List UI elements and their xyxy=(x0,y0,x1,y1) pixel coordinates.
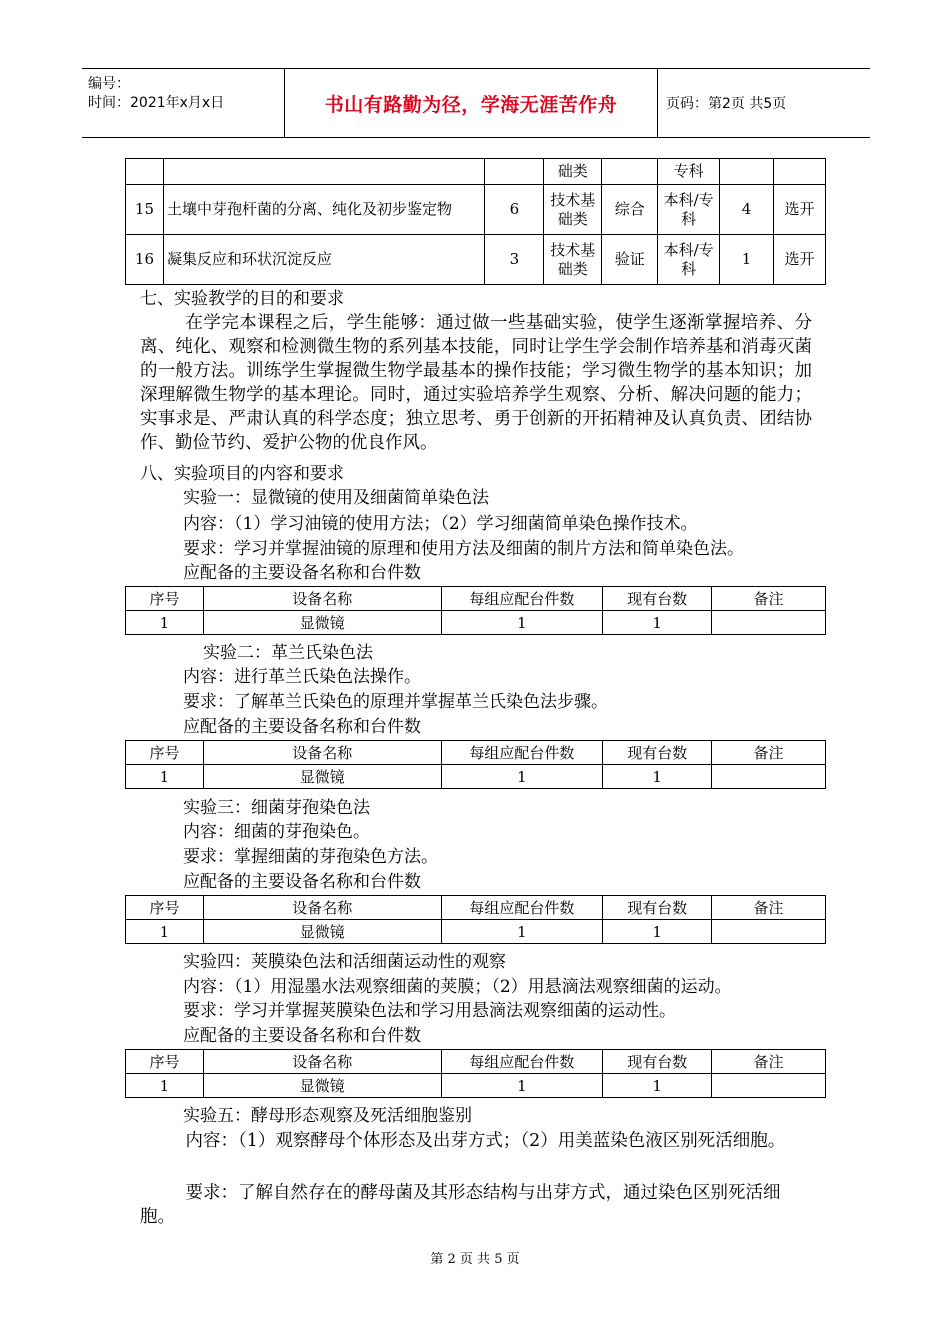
cell-type: 综合 xyxy=(602,185,658,235)
equipment-table-2 xyxy=(125,740,826,789)
cell-mode: 选开 xyxy=(774,185,826,235)
cell-note xyxy=(712,1074,826,1098)
doc-time-label: 时间：2021年x月x日 xyxy=(88,95,225,111)
cell-name: 土壤中芽孢杆菌的分离、纯化及初步鉴定物 xyxy=(163,185,484,235)
table-row xyxy=(126,765,826,789)
cell-per-group: 1 xyxy=(441,765,603,789)
col-header-no: 序号 xyxy=(126,741,204,765)
doc-code-label: 编号： xyxy=(88,76,130,92)
col-header-name: 设备名称 xyxy=(203,587,441,611)
experiment-2-title: 实验二：革兰氏染色法 xyxy=(203,643,373,663)
cell-no: 1 xyxy=(126,765,204,789)
cell-type: 验证 xyxy=(602,235,658,285)
experiment-2-requirement: 要求：了解革兰氏染色的原理并掌握革兰氏染色法步骤。 xyxy=(183,692,608,712)
cell-hours: 3 xyxy=(485,235,544,285)
experiment-5-content: 内容：（1）观察酵母个体形态及出芽方式；（2）用美蓝染色液区别死活细胞。 xyxy=(185,1131,786,1151)
cell-mode: 选开 xyxy=(774,235,826,285)
cell-category: 技术基础类 xyxy=(544,235,602,285)
table-row xyxy=(126,1074,826,1098)
cell-per-group: 1 xyxy=(441,611,603,635)
header-motto: 书山有路勤为径，学海无涯苦作舟 xyxy=(285,69,658,137)
col-header-per-group: 每组应配台件数 xyxy=(441,1050,603,1074)
cell-existing: 1 xyxy=(603,611,712,635)
table-row xyxy=(126,920,826,944)
section-8-heading: 八、实验项目的内容和要求 xyxy=(140,464,344,484)
experiment-list-table xyxy=(125,158,826,285)
cell-per-group: 1 xyxy=(441,920,603,944)
section-7-body: 在学完本课程之后，学生能够：通过做一些基础实验，使学生逐渐掌握培养、分离、纯化、观察和检测微生物的系列基本技能，同时让学生学会制作培养基和消毒灭菌的一般方法。训练学生掌握微生物学最基本的操作技能；学习微生物学的基本知识；加深理解微生物学的基本理论。同时，通过实验培养学生观察、分析、解决问题的能力；实事求是、严肃认真的科学态度；独立思考、勇于创新的开拓精神及认真负责、团结协作、勤俭节约、爱护公物的优良作风。 xyxy=(140,313,812,453)
cell-mode xyxy=(774,159,826,185)
col-header-note: 备注 xyxy=(712,896,826,920)
table-row xyxy=(126,185,826,235)
cell-count: 1 xyxy=(720,235,774,285)
section-7-heading: 七、实验教学的目的和要求 xyxy=(140,289,344,309)
cell-name: 显微镜 xyxy=(203,765,441,789)
table-header-row xyxy=(126,741,826,765)
cell-no: 1 xyxy=(126,1074,204,1098)
cell-existing: 1 xyxy=(603,920,712,944)
col-header-name: 设备名称 xyxy=(203,896,441,920)
col-header-per-group: 每组应配台件数 xyxy=(441,741,603,765)
equipment-table-1 xyxy=(125,586,826,635)
cell-count xyxy=(720,159,774,185)
cell-name: 显微镜 xyxy=(203,920,441,944)
cell-level: 专科 xyxy=(658,159,720,185)
table-row xyxy=(126,159,826,185)
experiment-1-requirement: 要求：学习并掌握油镜的原理和使用方法及细菌的制片方法和简单染色法。 xyxy=(183,539,744,559)
col-header-no: 序号 xyxy=(126,1050,204,1074)
col-header-note: 备注 xyxy=(712,1050,826,1074)
page-header xyxy=(82,68,870,138)
cell-no: 1 xyxy=(126,611,204,635)
cell-hours: 6 xyxy=(485,185,544,235)
cell-note xyxy=(712,920,826,944)
col-header-note: 备注 xyxy=(712,587,826,611)
experiment-3-requirement: 要求：掌握细菌的芽孢染色方法。 xyxy=(183,847,438,867)
cell-existing: 1 xyxy=(603,1074,712,1098)
experiment-2-content: 内容：进行革兰氏染色法操作。 xyxy=(183,667,421,687)
col-header-existing: 现有台数 xyxy=(603,741,712,765)
header-page-info: 页码：第2页 共5页 xyxy=(666,96,787,112)
table-row xyxy=(126,235,826,285)
col-header-existing: 现有台数 xyxy=(603,896,712,920)
experiment-3-title: 实验三：细菌芽孢染色法 xyxy=(183,798,370,818)
table-header-row xyxy=(126,896,826,920)
cell-per-group: 1 xyxy=(441,1074,603,1098)
cell-name: 凝集反应和环状沉淀反应 xyxy=(163,235,484,285)
experiment-4-requirement: 要求：学习并掌握荚膜染色法和学习用悬滴法观察细菌的运动性。 xyxy=(183,1001,676,1021)
col-header-existing: 现有台数 xyxy=(603,587,712,611)
col-header-no: 序号 xyxy=(126,896,204,920)
col-header-existing: 现有台数 xyxy=(603,1050,712,1074)
cell-category: 础类 xyxy=(544,159,602,185)
experiment-5-requirement: 要求：了解自然存在的酵母菌及其形态结构与出芽方式，通过染色区别死活细胞。 xyxy=(140,1183,781,1227)
cell-level: 本科/专科 xyxy=(658,185,720,235)
cell-note xyxy=(712,765,826,789)
cell-note xyxy=(712,611,826,635)
experiment-4-title: 实验四：荚膜染色法和活细菌运动性的观察 xyxy=(183,952,506,972)
col-header-per-group: 每组应配台件数 xyxy=(441,896,603,920)
page-footer: 第 2 页 共 5 页 xyxy=(430,1252,520,1267)
table-row xyxy=(126,611,826,635)
cell-count: 4 xyxy=(720,185,774,235)
cell-no: 16 xyxy=(126,235,164,285)
experiment-3-equip-caption: 应配备的主要设备名称和台件数 xyxy=(183,872,421,892)
experiment-1-content: 内容：（1）学习油镜的使用方法；（2）学习细菌简单染色操作技术。 xyxy=(183,514,698,534)
experiment-3-content: 内容：细菌的芽孢染色。 xyxy=(183,822,370,842)
table-header-row xyxy=(126,1050,826,1074)
col-header-name: 设备名称 xyxy=(203,741,441,765)
cell-no: 1 xyxy=(126,920,204,944)
experiment-5-title: 实验五：酵母形态观察及死活细胞鉴别 xyxy=(183,1106,472,1126)
cell-name xyxy=(163,159,484,185)
table-header-row xyxy=(126,587,826,611)
cell-name: 显微镜 xyxy=(203,1074,441,1098)
cell-category: 技术基础类 xyxy=(544,185,602,235)
cell-no xyxy=(126,159,164,185)
experiment-4-equip-caption: 应配备的主要设备名称和台件数 xyxy=(183,1026,421,1046)
cell-hours xyxy=(485,159,544,185)
equipment-table-4 xyxy=(125,1049,826,1098)
experiment-4-content: 内容：（1）用湿墨水法观察细菌的荚膜；（2）用悬滴法观察细菌的运动。 xyxy=(183,977,732,997)
experiment-1-equip-caption: 应配备的主要设备名称和台件数 xyxy=(183,563,421,583)
header-meta xyxy=(82,69,285,137)
cell-level: 本科/专科 xyxy=(658,235,720,285)
cell-existing: 1 xyxy=(603,765,712,789)
col-header-per-group: 每组应配台件数 xyxy=(441,587,603,611)
cell-name: 显微镜 xyxy=(203,611,441,635)
col-header-no: 序号 xyxy=(126,587,204,611)
col-header-name: 设备名称 xyxy=(203,1050,441,1074)
equipment-table-3 xyxy=(125,895,826,944)
experiment-1-title: 实验一：显微镜的使用及细菌简单染色法 xyxy=(183,488,489,508)
cell-no: 15 xyxy=(126,185,164,235)
col-header-note: 备注 xyxy=(712,741,826,765)
experiment-2-equip-caption: 应配备的主要设备名称和台件数 xyxy=(183,717,421,737)
cell-type xyxy=(602,159,658,185)
